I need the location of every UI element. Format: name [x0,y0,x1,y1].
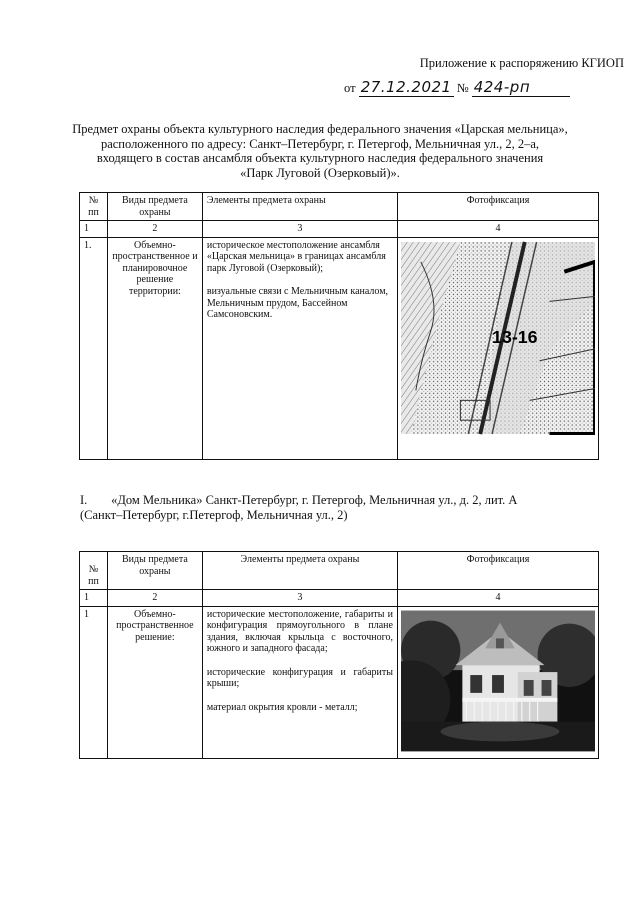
handwritten-number: 424-рп [472,78,570,97]
house-photo-image [401,610,595,752]
col-number-3: 3 [202,221,397,238]
number-label: № [456,81,469,95]
table-2-number-row [80,590,599,607]
title-line-1: Предмет охраны объекта культурного наследия федерального значения «Царская мельница», [72,122,568,136]
col-number-1: 1 [80,221,108,238]
appendix-title: Приложение к распоряжению КГИОП [419,56,624,70]
row-elements [202,606,397,759]
order-reference [344,78,624,96]
col-number-1: 1 [80,590,108,607]
table-2-header-row [80,552,599,590]
element-visual-links: визуальные связи с Мельничным каналом, Мельничным прудом, Бассейном Самсоновским. [206,286,389,320]
element-roof-material: материал окрытия кровли - металл; [206,701,358,713]
row-type: Объемно-пространственное решение: [107,606,202,759]
row-elements [202,237,397,459]
header-elements: Элементы предмета охраны [202,193,397,221]
col-number-4: 4 [397,221,598,238]
table-2-row [80,606,599,759]
header-num: № пп [80,193,108,221]
header-photo: Фотофиксация [397,552,598,590]
title-line-2: расположенного по адресу: Санкт–Петербург, г. Петергоф, Мельничная ул., 2, 2–а, [100,136,540,151]
header-num: № пп [80,552,108,590]
section-2-heading [80,493,600,522]
map-fragment-image [401,241,595,435]
table-1-header-row [80,193,599,221]
row-num: 1. [80,237,108,459]
title-line-4: «Парк Луговой (Озерковый)». [240,165,400,180]
row-type: Объемно-пространственное и планировочное решение территории: [107,237,202,459]
photo-cell [397,237,598,459]
col-number-2: 2 [107,221,202,238]
element-location: историческое местоположение ансамбля «Царская мельница» в границах ансамбля парк Луговой (Озерковый); [206,239,386,274]
element-roof-configuration: исторические конфигурация и габариты крыши; [206,666,393,689]
section-2-numeral: I. [80,493,88,507]
map-label: 13-16 [492,326,538,347]
element-location-dimensions: исторические местоположение, габариты и конфигурация прямоугольного в плане здания, включая крыльца с восточного, южного и западного фасада; [206,608,393,654]
table-1-number-row [80,221,599,238]
table-2 [79,551,599,759]
row-num: 1 [80,606,108,759]
section-2-title: «Дом Мельника» Санкт-Петербург, г. Петергоф, Мельничная ул., д. 2, лит. А [111,493,518,507]
header-type: Виды предмета охраны [107,552,202,590]
from-label: от [344,81,356,95]
header-photo: Фотофиксация [397,193,598,221]
title-line-3: входящего в состав ансамбля объекта культурного наследия федерального значения [96,151,544,165]
header-elements: Элементы предмета охраны [202,552,397,590]
photo-cell [397,606,598,759]
table-1 [79,192,599,460]
header-type: Виды предмета охраны [107,193,202,221]
handwritten-date: 27.12.2021 [360,78,452,96]
col-number-4: 4 [397,590,598,607]
col-number-2: 2 [107,590,202,607]
col-number-3: 3 [202,590,397,607]
section-2-line-2: (Санкт–Петербург, г.Петергоф, Мельничная ул., 2) [80,507,348,522]
section-2-line-1 [80,493,600,508]
table-1-row [80,237,599,459]
document-title [50,122,590,180]
